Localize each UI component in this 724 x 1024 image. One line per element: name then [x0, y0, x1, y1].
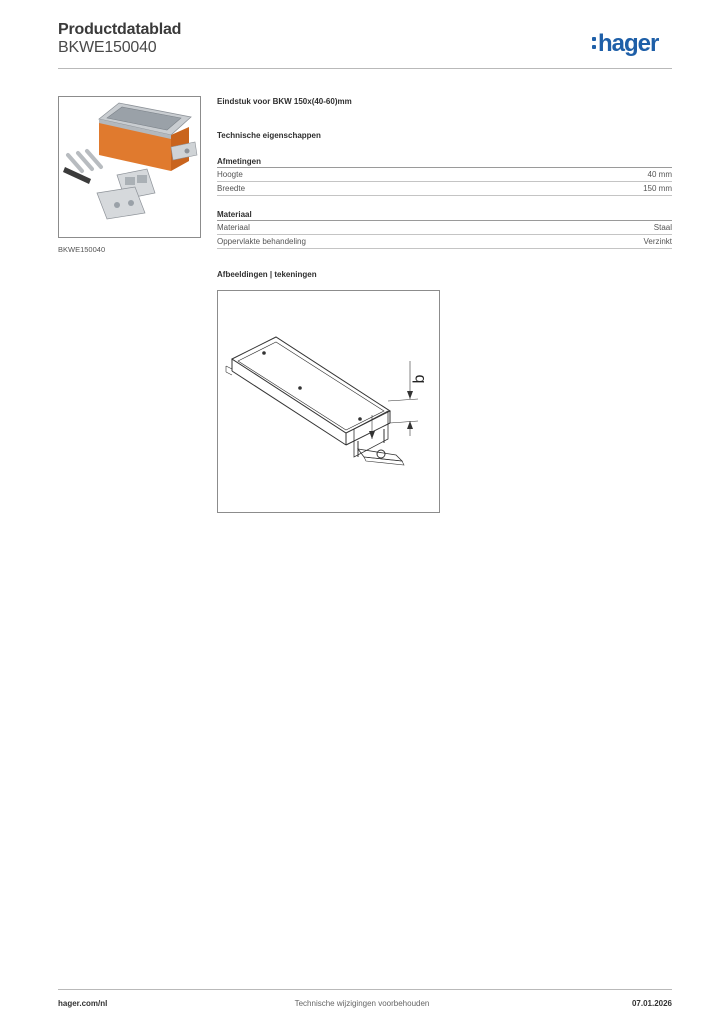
technical-drawing-image — [218, 291, 439, 512]
dimensions-title: Afmetingen — [217, 155, 672, 168]
spec-label: Oppervlakte behandeling — [217, 237, 306, 246]
material-title: Materiaal — [217, 208, 672, 221]
spec-row-height — [217, 168, 672, 182]
dimensions-group — [217, 155, 672, 196]
spec-value: Staal — [653, 223, 672, 232]
footer-divider — [58, 989, 672, 990]
footer-website-link[interactable]: hager.com/nl — [58, 999, 108, 1008]
header-divider — [58, 68, 672, 69]
technical-drawing — [217, 290, 440, 513]
product-photo-image — [59, 97, 200, 237]
logo-wordmark: hager — [598, 30, 659, 57]
logo-dots-icon — [592, 37, 596, 49]
product-photo-caption: BKWE150040 — [58, 245, 106, 254]
spec-row-material — [217, 221, 672, 235]
product-description: Eindstuk voor BKW 150x(40-60)mm — [217, 97, 352, 106]
drawings-title: Afbeeldingen | tekeningen — [217, 270, 317, 279]
spec-value: Verzinkt — [643, 237, 672, 246]
footer-date: 07.01.2026 — [631, 999, 672, 1008]
spec-row-surface-treatment — [217, 235, 672, 249]
hager-logo[interactable] — [592, 29, 658, 59]
product-code: BKWE150040 — [58, 39, 157, 56]
material-group — [217, 208, 672, 249]
product-photo — [58, 96, 201, 238]
document-title: Productdatablad — [58, 21, 182, 38]
spec-value: 150 mm — [643, 184, 672, 193]
dimension-label: b — [411, 374, 428, 384]
spec-label: Hoogte — [217, 170, 243, 179]
footer-disclaimer: Technische wijzigingen voorbehouden — [294, 999, 430, 1008]
spec-label: Materiaal — [217, 223, 250, 232]
technical-properties-title: Technische eigenschappen — [217, 131, 321, 140]
spec-row-width — [217, 182, 672, 196]
spec-value: 40 mm — [647, 170, 672, 179]
spec-label: Breedte — [217, 184, 246, 193]
